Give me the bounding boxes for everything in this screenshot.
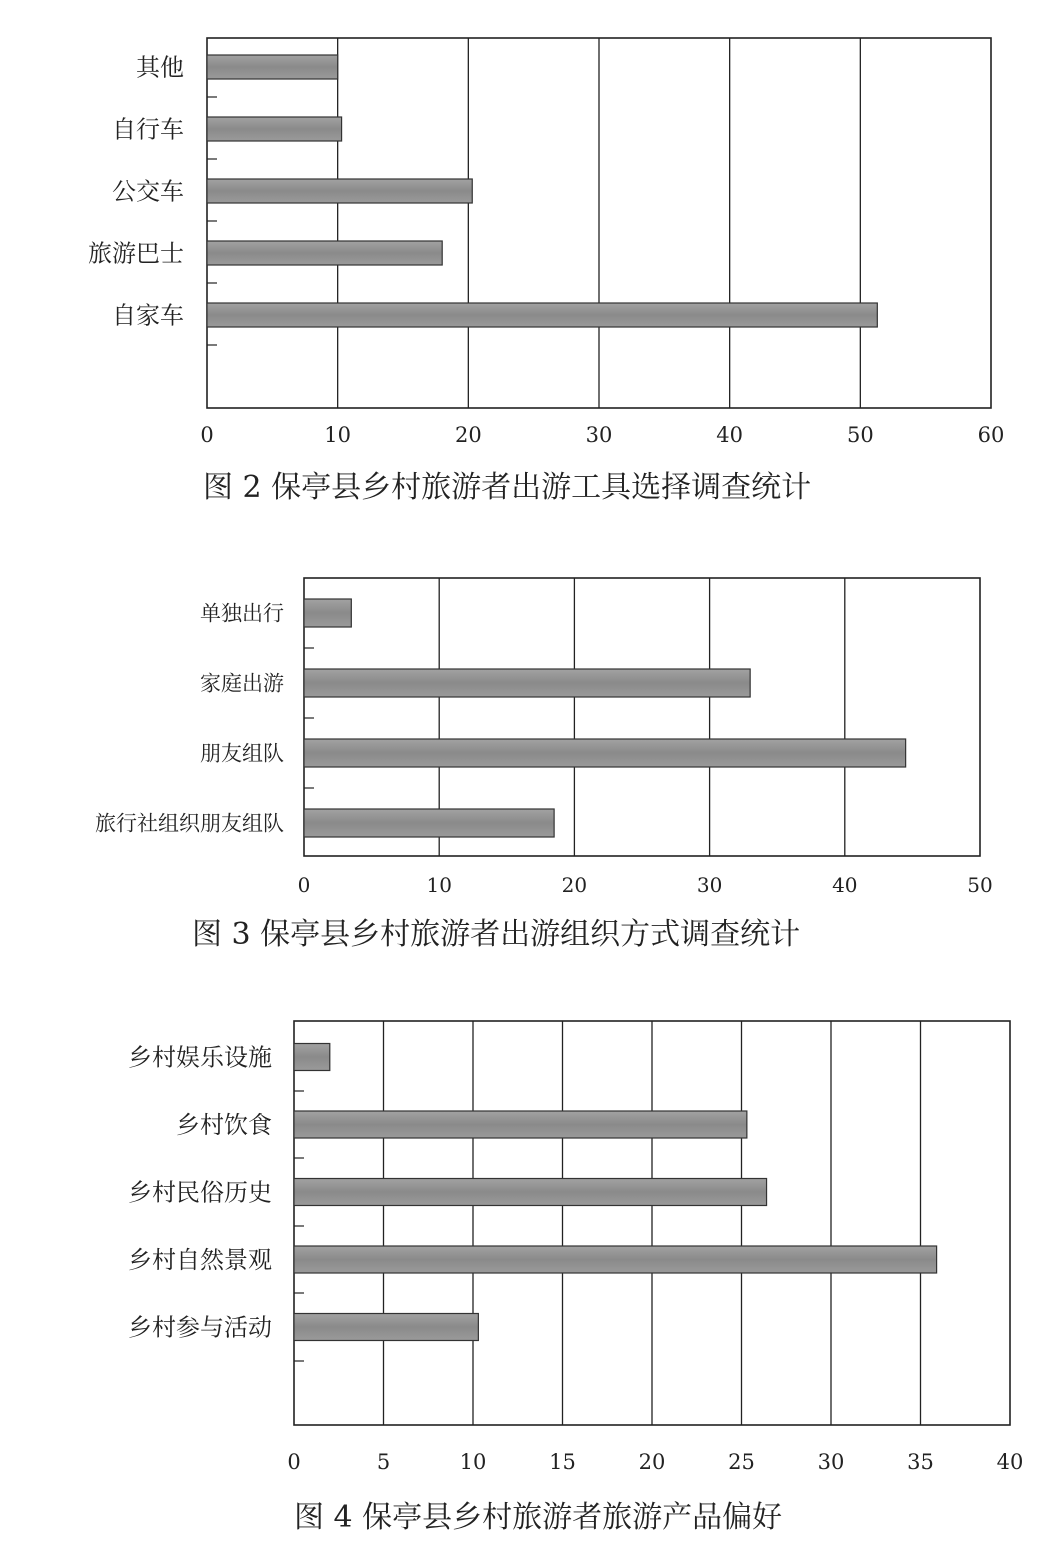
x-tick-label: 30 xyxy=(817,1450,845,1474)
category-label: 旅游巴士 xyxy=(88,239,184,268)
bar-1 xyxy=(294,1044,330,1071)
x-tick-label: 40 xyxy=(716,423,744,447)
category-label: 乡村娱乐设施 xyxy=(128,1043,272,1072)
chart-3 xyxy=(128,1021,1023,1535)
x-tick-label: 10 xyxy=(324,423,352,447)
x-tick-label: 50 xyxy=(846,423,874,447)
figure-caption: 图 4 保亭县乡村旅游者旅游产品偏好 xyxy=(294,1500,783,1535)
bar-3 xyxy=(294,1179,767,1206)
x-tick-label: 10 xyxy=(459,1450,487,1474)
x-tick-label: 5 xyxy=(376,1450,391,1474)
x-tick-label: 20 xyxy=(454,423,482,447)
category-label: 乡村自然景观 xyxy=(128,1246,272,1275)
x-tick-label: 50 xyxy=(967,873,993,897)
bar-5 xyxy=(294,1314,478,1341)
category-label: 旅行社组织朋友组队 xyxy=(95,811,284,836)
bar-1 xyxy=(207,55,338,79)
x-tick-label: 20 xyxy=(638,1450,666,1474)
chart-1 xyxy=(88,38,1004,505)
x-tick-label: 60 xyxy=(977,423,1005,447)
x-tick-label: 30 xyxy=(585,423,613,447)
bar-2 xyxy=(304,669,750,697)
category-label: 自家车 xyxy=(112,301,184,330)
x-tick-label: 10 xyxy=(426,873,452,897)
bar-4 xyxy=(294,1246,937,1273)
bar-3 xyxy=(207,179,472,203)
chart-2 xyxy=(95,578,993,952)
bar-5 xyxy=(207,303,877,327)
bar-4 xyxy=(207,241,442,265)
bar-4 xyxy=(304,809,554,837)
category-label: 朋友组队 xyxy=(200,741,284,766)
x-tick-label: 35 xyxy=(907,1450,934,1474)
x-tick-label: 25 xyxy=(728,1450,755,1474)
bar-2 xyxy=(207,117,342,141)
figure-caption: 图 3 保亭县乡村旅游者出游组织方式调查统计 xyxy=(192,917,801,952)
category-label: 乡村饮食 xyxy=(176,1111,272,1140)
x-tick-label: 0 xyxy=(287,1450,301,1474)
x-tick-label: 30 xyxy=(696,873,723,897)
category-label: 乡村参与活动 xyxy=(128,1313,272,1342)
x-tick-label: 15 xyxy=(549,1450,576,1474)
category-label: 乡村民俗历史 xyxy=(128,1178,272,1207)
category-label: 家庭出游 xyxy=(200,671,284,696)
figure-caption: 图 2 保亭县乡村旅游者出游工具选择调查统计 xyxy=(203,470,812,505)
x-tick-label: 0 xyxy=(200,423,214,447)
category-label: 单独出行 xyxy=(200,601,284,626)
x-tick-label: 20 xyxy=(561,873,588,897)
bar-3 xyxy=(304,739,906,767)
bar-2 xyxy=(294,1111,747,1138)
bar-1 xyxy=(304,599,351,627)
category-label: 其他 xyxy=(136,53,184,82)
category-label: 自行车 xyxy=(112,115,184,144)
category-label: 公交车 xyxy=(112,177,184,206)
x-tick-label: 40 xyxy=(996,1450,1024,1474)
x-tick-label: 40 xyxy=(832,873,858,897)
x-tick-label: 0 xyxy=(297,873,311,897)
